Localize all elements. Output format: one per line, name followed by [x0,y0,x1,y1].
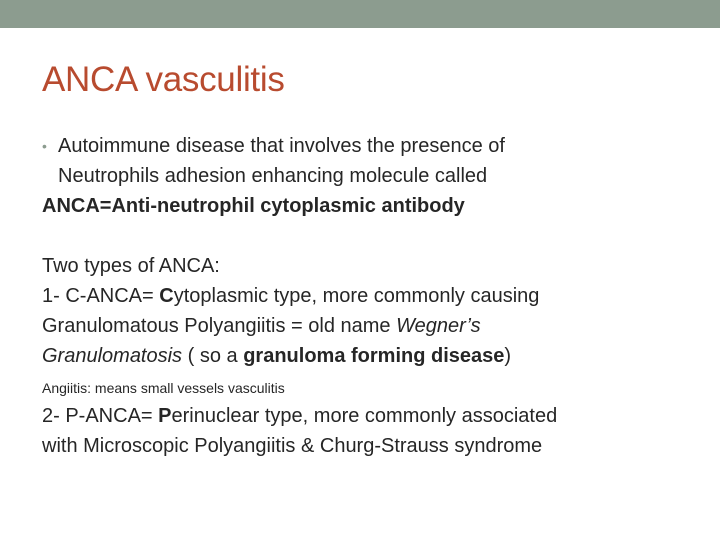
type1-old-name-1: Wegner’s [396,315,481,337]
type1-bold-letter: C [159,285,174,307]
type2-line2: with Microscopic Polyangiitis & Churg-Strauss syndrome [42,435,543,457]
type1-prefix: 1- C-ANCA= [42,285,160,307]
type1-line2 [42,311,682,341]
slide-body [42,131,682,461]
type2-bold-letter: P [158,405,172,427]
type1-old-name-2: Granulomatosis [42,345,183,367]
type1-line3-mid: ( so a [182,345,244,367]
anca-definition [42,191,682,221]
bullet-dot-icon: • [42,138,47,154]
bullet-line-2: Neutrophils adhesion enhancing molecule called [58,165,488,187]
bullet-line-1: Autoimmune disease that involves the presence of [58,135,505,157]
type1-line2-text: Granulomatous Polyangiitis = old name [42,315,397,337]
type2-line1 [42,401,682,431]
type1-bold-phrase: granuloma forming disease [243,345,505,367]
type1-line1 [42,281,682,311]
spacer [42,221,682,251]
type1-line3-end: ) [504,345,512,367]
anca-definition-text: ANCA=Anti-neutrophil cytoplasmic antibody [42,195,465,217]
type2-description: erinuclear type, more commonly associated [171,405,558,427]
types-heading: Two types of ANCA: [42,255,220,277]
type2-prefix: 2- P-ANCA= [42,405,159,427]
slide-title: ANCA vasculitis [42,60,285,99]
header-bar [0,0,720,28]
type1-line3 [42,341,682,371]
type1-description: ytoplasmic type, more commonly causing [173,285,540,307]
angiitis-note: Angiitis: means small vessels vasculitis [42,380,285,396]
bullet-item [42,131,682,191]
